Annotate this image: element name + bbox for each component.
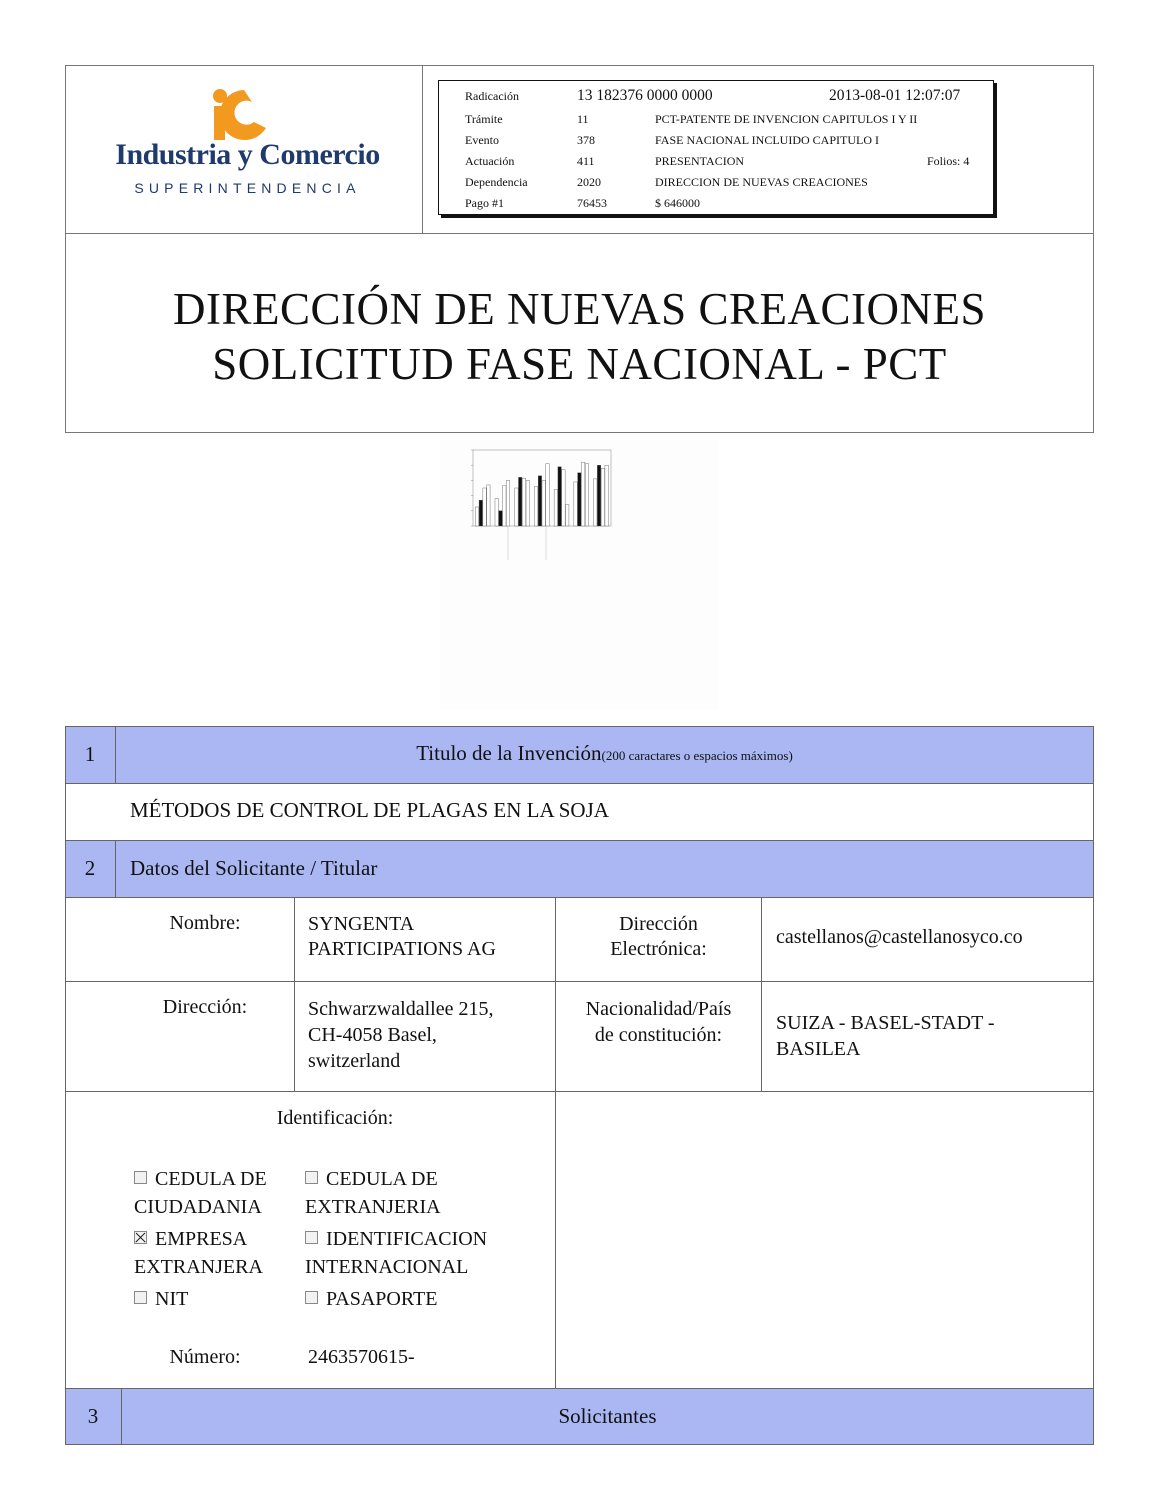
option-label: IDENTIFICACION [326, 1228, 488, 1250]
stamp-label: Pago #1 [465, 196, 504, 210]
stamp-folios: Folios: 4 [927, 154, 970, 168]
chart-bar [483, 488, 486, 526]
chart-bar [495, 499, 498, 526]
checkbox-icon[interactable] [134, 1171, 147, 1184]
option-label: NIT [155, 1288, 189, 1310]
option-label: EXTRANJERA [134, 1256, 263, 1278]
id-option-cedula-ciudadania[interactable] [134, 1165, 299, 1221]
stamp-code: 76453 [577, 196, 607, 210]
checkbox-icon[interactable] [305, 1231, 318, 1244]
chart-bar [546, 464, 549, 526]
table-rule [121, 1388, 122, 1445]
chart-bar [581, 462, 584, 526]
stamp-code: 378 [577, 133, 595, 147]
table-rule [1093, 726, 1094, 1445]
table-rule [761, 897, 762, 1091]
stamp-desc: PRESENTACION [655, 154, 745, 168]
nombre-value [308, 912, 553, 962]
table-rule [65, 1091, 1094, 1092]
value-line: Schwarzwaldallee 215, [308, 998, 494, 1020]
table-rule [65, 897, 1094, 898]
table-rule [115, 726, 116, 783]
numero-value: 2463570615- [308, 1346, 415, 1368]
checkbox-icon[interactable] [305, 1171, 318, 1184]
title-line: SOLICITUD FASE NACIONAL - PCT [212, 339, 947, 389]
stamp-desc: $ 646000 [655, 196, 700, 210]
chart-bar [601, 468, 604, 526]
option-label: CEDULA DE [326, 1168, 438, 1190]
id-option-identificacion-internacional[interactable] [305, 1225, 545, 1281]
stamp-code: 411 [577, 154, 595, 168]
value-line: CH-4058 Basel, [308, 1024, 437, 1046]
label-line: Dirección [619, 913, 698, 935]
identificacion-label: Identificación: [276, 1107, 394, 1129]
table-rule [65, 726, 66, 1445]
value-line: SYNGENTA [308, 913, 415, 935]
chart-bar [526, 480, 529, 526]
invention-title-value: MÉTODOS DE CONTROL DE PLAGAS EN LA SOJA [130, 798, 609, 822]
id-option-cedula-extranjeria[interactable] [305, 1165, 545, 1221]
document-title [65, 282, 1094, 392]
numero-label: Número: [169, 1346, 241, 1368]
sic-logo-icon [208, 88, 270, 142]
nacionalidad-label [556, 996, 761, 1048]
stamp-code: 13 182376 0000 0000 [577, 87, 713, 104]
section-label: Titulo de la Invención [416, 741, 602, 765]
header-divider [65, 233, 1094, 234]
bar-chart [440, 440, 718, 590]
value-line: BASILEA [776, 1038, 861, 1060]
chart-bar [475, 507, 478, 526]
id-option-empresa-extranjera[interactable] [134, 1225, 299, 1281]
section-number: 1 [84, 742, 96, 766]
option-label: PASAPORTE [326, 1288, 438, 1310]
radicacion-stamp [438, 80, 994, 215]
chart-bar [594, 479, 597, 526]
chart-bar [574, 482, 577, 526]
label-line: de constitución: [594, 1024, 723, 1046]
chart-bar [487, 485, 490, 526]
stamp-label: Evento [465, 133, 499, 147]
value-line: PARTICIPATIONS AG [308, 938, 496, 960]
chart-bar [558, 467, 561, 526]
chart-bar [538, 476, 541, 526]
option-label: EMPRESA [155, 1228, 248, 1250]
stamp-code: 11 [577, 112, 589, 126]
stamp-desc: FASE NACIONAL INCLUIDO CAPITULO I [655, 133, 879, 147]
table-rule [115, 840, 116, 897]
chart-bar [554, 490, 557, 526]
chart-bar [597, 465, 600, 526]
logo-subtitle: SUPERINTENDENCIA [134, 180, 361, 196]
label-line: Nacionalidad/País [585, 998, 732, 1020]
stamp-desc: DIRECCION DE NUEVAS CREACIONES [655, 175, 868, 189]
chart-bar [562, 470, 565, 526]
chart-bar [522, 478, 525, 526]
value-line: switzerland [308, 1050, 401, 1072]
id-option-pasaporte[interactable] [305, 1285, 545, 1313]
chart-bar [585, 464, 588, 526]
section-1-title [115, 741, 1094, 766]
stamp-label: Radicación [465, 89, 519, 103]
stamp-desc: PCT-PATENTE DE INVENCION CAPITULOS I Y II [655, 112, 918, 126]
table-rule [294, 897, 295, 1091]
table-rule [65, 1444, 1094, 1445]
table-rule [65, 783, 1094, 784]
embedded-chart-figure [440, 440, 718, 710]
chart-bar [534, 486, 537, 526]
chart-bar [578, 473, 581, 526]
option-label: CEDULA DE [155, 1168, 267, 1190]
table-rule [65, 840, 1094, 841]
checkbox-icon[interactable] [305, 1291, 318, 1304]
stamp-code: 2020 [577, 175, 601, 189]
table-rule [65, 726, 1094, 727]
stamp-datetime: 2013-08-01 12:07:07 [829, 87, 961, 104]
stamp-label: Dependencia [465, 175, 528, 189]
chart-bar [566, 505, 569, 526]
section-label: Datos del Solicitante / Titular [130, 856, 378, 880]
nacionalidad-value [776, 1010, 1086, 1062]
value-line: SUIZA - BASEL-STADT - [776, 1012, 995, 1034]
label-line: Electrónica: [610, 938, 707, 960]
table-rule [65, 1388, 1094, 1389]
checkbox-icon[interactable] [134, 1291, 147, 1304]
table-rule [65, 981, 1094, 982]
chart-bar [605, 465, 608, 526]
section-note: (200 caractares o espacios máximos) [601, 748, 793, 763]
logo-wordmark: Industria y Comercio [115, 138, 380, 171]
option-label: EXTRANJERIA [305, 1196, 441, 1218]
stamp-label: Actuación [465, 154, 515, 168]
chart-bar [515, 488, 518, 526]
nombre-label: Nombre: [169, 912, 241, 934]
chart-bar [499, 511, 502, 526]
option-label: INTERNACIONAL [305, 1256, 469, 1278]
email-value: castellanos@castellanosyco.co [776, 926, 1023, 948]
chart-bar [518, 477, 521, 526]
header-divider [422, 65, 423, 234]
checked-checkbox-icon[interactable] [134, 1231, 147, 1244]
option-label: CIUDADANIA [134, 1196, 262, 1218]
direccion-value [308, 996, 553, 1074]
section-number: 2 [84, 856, 96, 880]
table-rule [555, 897, 556, 1388]
section-number: 3 [87, 1404, 99, 1428]
stamp-label: Trámite [465, 112, 503, 126]
title-line: DIRECCIÓN DE NUEVAS CREACIONES [173, 284, 986, 334]
section-label: Solicitantes [558, 1404, 657, 1428]
chart-bar [503, 486, 506, 526]
email-label [556, 912, 761, 962]
id-option-nit[interactable] [134, 1285, 299, 1313]
chart-bar [479, 500, 482, 526]
chart-bar [542, 480, 545, 526]
direccion-label: Dirección: [162, 996, 248, 1018]
chart-bar [506, 480, 509, 526]
